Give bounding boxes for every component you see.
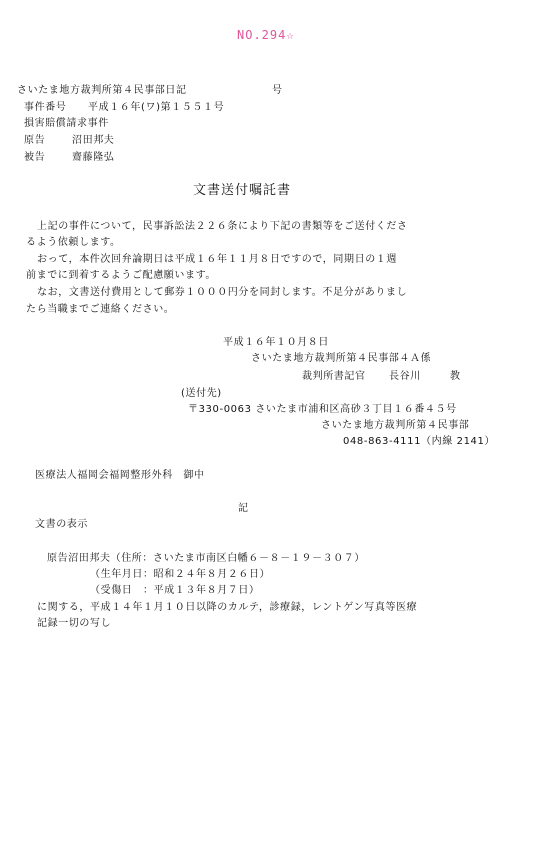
return-address-department: さいたま地方裁判所第４民事部 (321, 420, 470, 431)
plaintiff-name: 沼田邦夫 (72, 135, 115, 146)
clerk-name: 長谷川 (389, 371, 421, 382)
document-title: 文書送付嘱託書 (193, 183, 292, 198)
document-list-line-2: （生年月日：昭和２４年８月２６日） (90, 569, 271, 580)
return-address-phone: 048-863-4111（内線 2141） (343, 436, 496, 447)
body-paragraph-3-line-2: たら当職までご連絡ください。 (26, 304, 175, 315)
defendant-name: 齋藤隆弘 (72, 152, 115, 163)
document-list-line-3: （受傷日 ：平成１３年８月７日） (90, 585, 260, 596)
body-paragraph-2-line-2: 前までに到着するようご配慮願います。 (26, 270, 216, 281)
case-name: 損害賠償請求事件 (24, 118, 109, 129)
recipient: 医療法人福岡会福岡整形外科 御中 (35, 470, 205, 481)
body-paragraph-1-line-1: 上記の事件について，民事訴訟法２２６条により下記の書類等をご送付くださ (37, 221, 408, 232)
return-address: 〒330-0063 さいたま市浦和区高砂３丁目１６番４５号 (188, 404, 457, 415)
body-paragraph-2-line-1: おって，本件次回弁論期日は平成１６年１１月８日ですので，同期日の１週 (37, 254, 397, 265)
document-list-line-4: に関する，平成１４年１月１０日以降のカルテ，診療録，レントゲン写真等医療 (37, 602, 418, 613)
plaintiff-label: 原告 (24, 135, 46, 146)
court-dept-diary: さいたま地方裁判所第４民事部日記 (17, 85, 187, 96)
return-address-label: (送付先) (181, 388, 222, 399)
body-paragraph-3-line-1: なお，文書送付費用として郵券１０００円分を同封します。不足分がありまし (37, 287, 408, 298)
clerk-title: 裁判所書記官 (302, 371, 366, 382)
defendant-label: 被告 (24, 152, 46, 163)
case-number-value: 平成１６年(ワ)第１５５１号 (88, 102, 225, 113)
issue-date: 平成１６年１０月８日 (223, 337, 329, 348)
ki-marker: 記 (238, 503, 249, 514)
case-number-label: 事件番号 (24, 102, 67, 113)
diary-number-suffix: 号 (272, 85, 283, 96)
document-list-line-1: 原告沼田邦夫（住所：さいたま市南区白幡６－８－１９－３０７） (47, 553, 365, 564)
sender-department: さいたま地方裁判所第４民事部４Ａ係 (251, 353, 432, 364)
serial-number: NO.294☆ (237, 28, 295, 42)
body-paragraph-1-line-2: るよう依頼します。 (26, 237, 121, 248)
document-list-line-5: 記録一切の写し (37, 618, 112, 629)
clerk-name-2: 教 (450, 371, 461, 382)
document-list-heading: 文書の表示 (35, 519, 88, 530)
